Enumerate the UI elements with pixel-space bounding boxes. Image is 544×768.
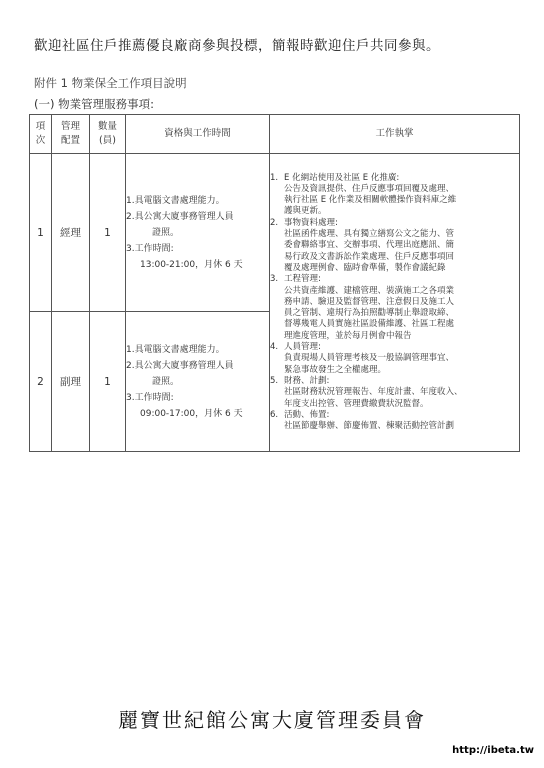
duty-number: 6. — [270, 409, 279, 420]
duty-line: 覆及處理例會、臨時會準備，製作會議紀錄 — [284, 262, 446, 273]
header-qty — [90, 115, 126, 154]
row1-qual-3: 3.工作時間: — [126, 243, 174, 254]
row2-qty: 1 — [90, 312, 126, 452]
row1-qual-3b: 13:00-21:00，月休 6 天 — [140, 259, 243, 270]
duty-number: 1. — [270, 172, 279, 183]
duty-line: 負責現場人員管理考核及一般協調管理事宜、 — [284, 353, 455, 364]
row2-qual-1: 1.具電腦文書處理能力。 — [126, 344, 225, 355]
duty-line: 護與更新。 — [284, 206, 327, 217]
footer-committee-name: 麗寶世紀館公寓大廈管理委員會 — [118, 708, 426, 732]
duty-line: 員之管制、違規行為拍照勸導制止舉證取締、 — [284, 308, 455, 319]
duty-line: 財務、計劃: — [284, 375, 330, 386]
duty-line: 工程管理: — [284, 274, 321, 285]
row2-qualifications — [126, 312, 270, 452]
header-qty-line1: 數量 — [97, 121, 117, 132]
duty-line: 社區財務狀況管理報告、年度計畫、年度收入、 — [284, 387, 463, 398]
table-row — [30, 154, 520, 312]
duty-line: 人員管理: — [284, 342, 321, 353]
row1-qualifications — [126, 154, 270, 312]
row1-qual-2: 2.具公寓大廈事務管理人員 — [126, 211, 234, 222]
duty-line: 事物資料處理: — [284, 217, 338, 228]
duty-number: 3. — [270, 274, 279, 285]
duty-line: 督導幾電人員實施社區設備維護、社區工程處 — [284, 319, 455, 330]
duty-line: 公共資產維護、建檔管理、裝潢施工之各項業 — [284, 285, 455, 296]
duty-line: 理進度管理，並於每月例會中報告 — [284, 330, 412, 341]
row2-qual-2: 2.具公寓大廈事務管理人員 — [126, 360, 234, 371]
duty-item — [270, 376, 519, 410]
watermark-url: http://ibeta.tw — [452, 745, 534, 756]
duty-line: 社區函件處理、具有獨立繕寫公文之能力、管 — [284, 229, 455, 240]
duty-item — [270, 218, 519, 274]
intro-text: 歡迎社區住戶推薦優良廠商參與投標，簡報時歡迎住戶共同參與。 — [34, 38, 440, 54]
header-role-line1: 管理 — [60, 121, 80, 132]
duty-line: 務申請、驗退及監督管理、注意假日及施工人 — [284, 296, 455, 307]
table-header-row — [30, 115, 520, 154]
row1-num: 1 — [30, 154, 52, 312]
duty-line: 活動、佈置: — [284, 409, 330, 420]
row1-qual-1: 1.具電腦文書處理能力。 — [126, 195, 225, 206]
duty-number: 4. — [270, 342, 279, 353]
header-qty-line2: (員) — [99, 135, 116, 146]
duty-line: 緊急事故發生之全權處理。 — [284, 364, 387, 375]
header-role-line2: 配置 — [60, 135, 80, 146]
duty-line: 委會聯絡事宜、交辦事項、代理出庭應訊、簡 — [284, 240, 455, 251]
row1-qual-2b: 證照。 — [152, 227, 180, 238]
row2-qual-3b: 09:00-17:00，月休 6 天 — [140, 408, 243, 419]
row2-num: 2 — [30, 312, 52, 452]
header-qualifications: 資格與工作時間 — [126, 115, 270, 154]
duty-item — [270, 342, 519, 376]
duty-item — [270, 274, 519, 342]
duty-number: 2. — [270, 217, 279, 228]
duties-cell — [270, 154, 520, 452]
row2-qual-2b: 證照。 — [152, 376, 180, 387]
duty-line: 執行社區 E 化作業及相關軟體操作資料庫之維 — [284, 195, 457, 206]
header-item — [30, 115, 52, 154]
services-table — [29, 114, 520, 452]
row1-role: 經理 — [52, 154, 90, 312]
duty-line: 社區節慶舉辦、節慶佈置、棟聚活動控管計劃 — [284, 421, 455, 432]
duty-line: 年度支出控管、管理費繳費狀況監督。 — [284, 398, 429, 409]
row1-qty: 1 — [90, 154, 126, 312]
header-duties: 工作執掌 — [270, 115, 520, 154]
appendix-title: 附件 1 物業保全工作項目說明 — [34, 76, 187, 90]
header-item-line1: 項 — [35, 121, 46, 132]
duty-line: 易行政及文書訴訟作業處理、住戶反應事項回 — [284, 251, 455, 262]
duty-line: 公告及資訊提供、住戶反應事項回覆及處理、 — [284, 183, 455, 194]
row2-role: 副理 — [52, 312, 90, 452]
duty-item — [270, 173, 519, 218]
duty-number: 5. — [270, 375, 279, 386]
header-item-line2: 次 — [35, 135, 46, 146]
row2-qual-3: 3.工作時間: — [126, 392, 174, 403]
section-title: (一) 物業管理服務事項: — [34, 97, 155, 111]
duty-item — [270, 410, 519, 433]
header-role — [52, 115, 90, 154]
duty-line: E 化網站使用及社區 E 化推廣: — [284, 172, 400, 183]
